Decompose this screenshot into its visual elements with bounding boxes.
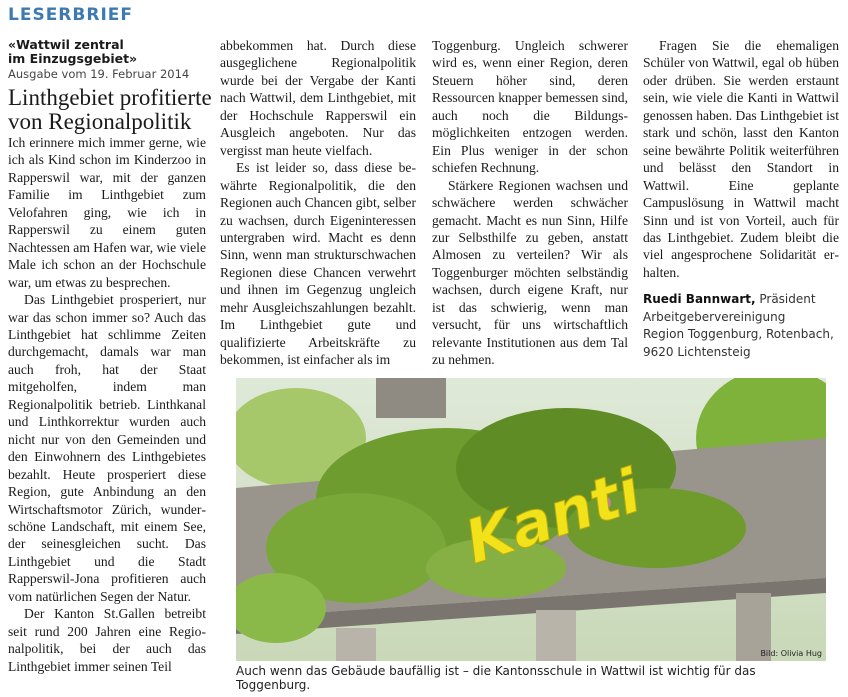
column-4 bbox=[643, 37, 839, 361]
photo-credit: Bild: Olivia Hug bbox=[760, 649, 822, 658]
column-3 bbox=[432, 37, 628, 369]
signature-org: Arbeitgebervereinigung bbox=[643, 309, 786, 324]
photo-caption: Auch wenn das Gebäude baufällig ist – die Kantonsschule in Wattwil ist wichtig für das Toggenburg. bbox=[236, 664, 756, 692]
kicker bbox=[8, 38, 208, 66]
kicker-line-1: «Wattwil zentral bbox=[8, 37, 124, 52]
column-2 bbox=[220, 37, 416, 369]
headline: Linthgebiet profitierte von Regionalpolitik bbox=[8, 85, 212, 134]
signature-region: Region Toggenburg, Rotenbach, bbox=[643, 327, 834, 342]
edition-date: Ausgabe vom 19. Februar 2014 bbox=[8, 67, 190, 81]
paragraph: Fragen Sie die ehemaligen Schüler von Wattwil, egal ob hüben oder drüben. Sie werden erstaunt sein, wie viele die Kanti in Wattwil genossen haben. Das Linthgebiet ist stark und schön, lasst den Kanton seine bewährte Politik weiterführen und belässt den Standort in Wattwil. Eine geplante Campuslösung in Wattwil macht Sinn und ist von Vorteil, auch für das Linthgebiet. Zudem bleibt die viel angesprochene Solidarität erhalten. bbox=[643, 38, 839, 280]
kanti-sign-text: Kanti bbox=[457, 456, 649, 579]
paragraph: Der Kanton St.Gallen betreibt seit rund 200 Jahren eine Regionalpolitik, bei der auch das Linthgebiet immer seinen Teil bbox=[8, 606, 206, 674]
paragraph: Toggenburg. Ungleich schwerer wird es, wenn einer Region, deren Steuern höher sind, deren Ressourcen knapper bemessen sind, auch noch die Bildungsmöglichkeiten entzogen werden. Ein Plus weniger in der schon schiefen Rechnung. bbox=[432, 38, 628, 176]
paragraph: Das Linthgebiet prosperiert, nur war das schon immer so? Auch das Linthgebiet hat schlimme Zeiten durchgemacht, damals war man auch froh, hat der Staat mitgeholfen, indem man Regionalpolitik betrieb. Linthkanal und Linthkorrektur wurden auch nicht nur von den Gemeinden und den Einwohnern des Linthgebietes bezahlt. Heute prosperiert diese Region, gute Anbindung an den Wirtschaftsmotor Zürich, wunderschöne Landschaft, mit einem See, der seinesgleichen sucht. Das Linthgebiet und die Stadt Rapperswil-Jona profitieren auch vom natürlichen Segen der Natur. bbox=[8, 292, 206, 604]
paragraph: abbekommen hat. Durch diese ausgeglichene Regionalpolitik wurde bei der Vergabe der Kanti nach Wattwil, dem Linthgebiet, mit der Hochschule Rapperswil ein Ausgleich angeboten. Nur das vergisst man heute vielfach. bbox=[220, 38, 416, 158]
paragraph: Es ist leider so, dass diese bewährte Regionalpolitik, die den Regionen auch Chancen gibt, selber zu wachsen, durch Eigeninteressen untergraben wird. Macht es denn Sinn, wenn man strukturschwachen Regionen diese Chancen verwehrt und ihnen im Gegenzug ungleich mehr Ausgleichszahlungen bezahlt. Im Linthgebiet gute und qualifizierte Arbeitskräfte zu bekommen, ist einfacher als im bbox=[220, 160, 416, 368]
rubric: LESERBRIEF bbox=[8, 5, 133, 25]
column-1 bbox=[8, 134, 206, 675]
paragraph: Ich erinnere mich immer gerne, wie ich als Kind schon im Kinderzoo in Rapperswil war, mit der ganzen Familie im Linthgebiet zum Velofahren ging, wie ich in Rapperswil zu einem guten Nachtessen am Hafen war, wie viele Male ich schon an der Hochschule war, um etwas zu besprechen. bbox=[8, 135, 206, 290]
kicker-line-2: im Einzugsgebiet» bbox=[8, 51, 138, 66]
signature-postcode: 9620 Lichtensteig bbox=[643, 344, 751, 359]
signature bbox=[643, 291, 839, 361]
photo-illustration bbox=[236, 378, 826, 661]
photo-kanti-building bbox=[236, 378, 826, 661]
paragraph: Stärkere Regionen wachsen und schwächere werden schwächer gemacht. Macht es nun Sinn, Hilfe zur Selbsthilfe zu geben, anstatt Almosen zu verteilen? Wir als Toggenburger möchten selbständig wachsen, durch eigene Kraft, nur ist das schwierig, wenn man versucht, für uns wirtschaftlich relevante Institutionen aus dem Tal zu nehmen. bbox=[432, 177, 628, 368]
signature-role: Präsident bbox=[759, 292, 816, 307]
signature-name: Ruedi Bannwart, bbox=[643, 292, 756, 307]
